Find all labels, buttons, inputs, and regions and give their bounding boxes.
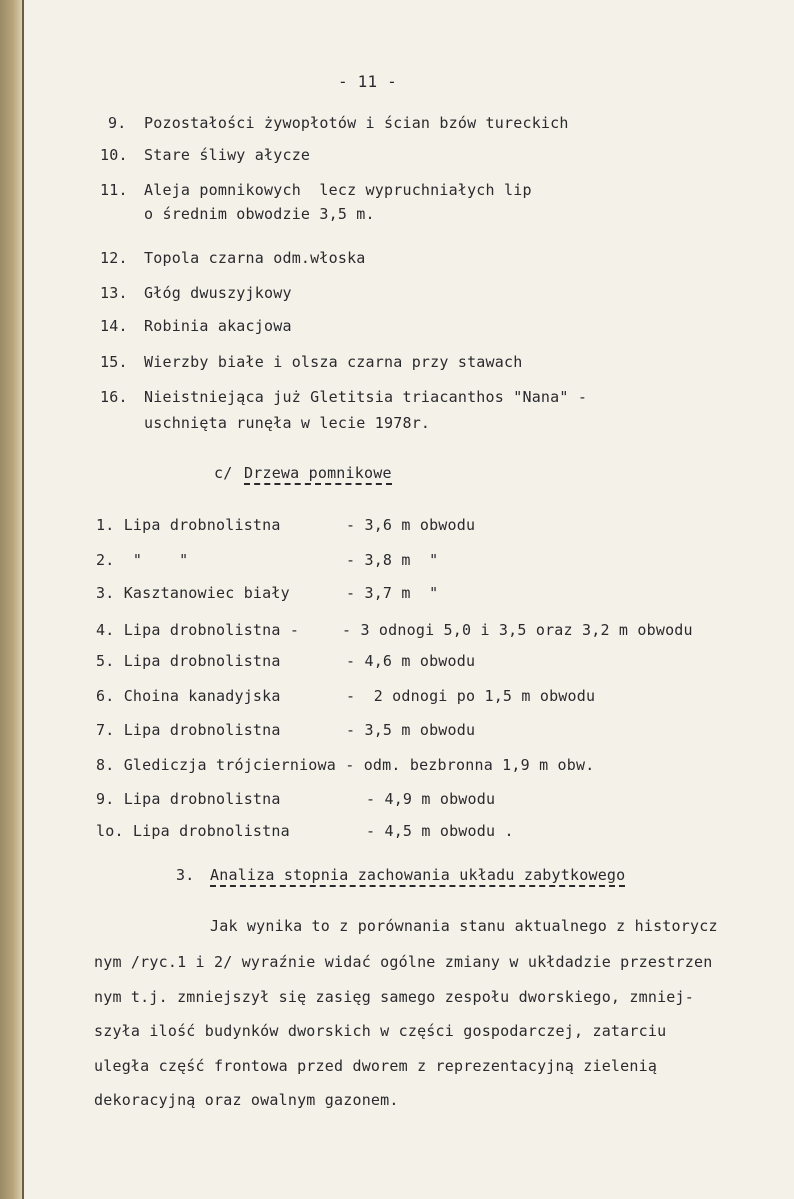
list-num: 12. [100,249,128,267]
tree-measure: - 3 odnogi 5,0 i 3,5 oraz 3,2 m obwodu [342,621,693,639]
tree-measure: - 2 odnogi po 1,5 m obwodu [346,687,596,705]
list-num: 13. [100,284,128,302]
paragraph-line: nym /ryc.1 i 2/ wyraźnie widać ogólne zmiany w ukłdadzie przestrzen [94,953,713,971]
tree-name: lo. Lipa drobnolistna [96,822,290,840]
section-prefix: c/ [214,464,233,482]
tree-name: 2. " " [96,551,189,569]
tree-measure: - 4,9 m obwodu [366,790,496,808]
paragraph-line: dekoracyjną oraz owalnym gazonem. [94,1091,399,1109]
section-title: Drzewa pomnikowe [244,464,392,485]
list-item: Robinia akacjowa [144,317,292,335]
section-title: Analiza stopnia zachowania układu zabytkowego [210,866,625,887]
tree-name: 8. Glediczja trójcierniowa - odm. bezbronna 1,9 m obw. [96,756,595,774]
list-num: 15. [100,353,128,371]
paragraph-line: szyła ilość budynków dworskich w części gospodarczej, zatarciu [94,1022,667,1040]
tree-measure: - 3,5 m obwodu [346,721,476,739]
list-item-cont: uschnięta runęła w lecie 1978r. [144,414,431,432]
tree-measure: - 3,8 m " [346,551,439,569]
list-item: Wierzby białe i olsza czarna przy stawach [144,353,523,371]
tree-measure: - 4,6 m obwodu [346,652,476,670]
typewritten-page [24,0,794,1199]
list-item: Topola czarna odm.włoska [144,249,366,267]
book-binding [0,0,22,1199]
tree-name: 4. Lipa drobnolistna - [96,621,300,639]
paragraph-line: Jak wynika to z porównania stanu aktualnego z historycz [210,917,718,935]
list-num: 10. [100,146,128,164]
list-num: 16. [100,388,128,406]
list-item: Nieistniejąca już Gletitsia triacanthos "Nana" - [144,388,588,406]
list-item-cont: o średnim obwodzie 3,5 m. [144,205,375,223]
paragraph-line: nym t.j. zmniejszył się zasięg samego zespołu dworskiego, zmniej- [94,988,694,1006]
tree-name: 3. Kasztanowiec biały [96,584,290,602]
list-item: Stare śliwy ałycze [144,146,311,164]
page-number: - 11 - [338,72,397,91]
section-prefix: 3. [176,866,195,884]
tree-measure: - 3,6 m obwodu [346,516,476,534]
paragraph-line: uległa część frontowa przed dworem z reprezentacyjną zielenią [94,1057,658,1075]
tree-name: 9. Lipa drobnolistna [96,790,281,808]
tree-name: 7. Lipa drobnolistna [96,721,281,739]
tree-measure: - 4,5 m obwodu . [366,822,514,840]
tree-name: 6. Choina kanadyjska [96,687,281,705]
list-num: 9. [108,114,127,132]
tree-name: 5. Lipa drobnolistna [96,652,281,670]
tree-measure: - 3,7 m " [346,584,439,602]
list-num: 14. [100,317,128,335]
tree-name: 1. Lipa drobnolistna [96,516,281,534]
list-num: 11. [100,181,128,199]
list-item: Głóg dwuszyjkowy [144,284,292,302]
list-item: Pozostałości żywopłotów i ścian bzów tureckich [144,114,569,132]
list-item: Aleja pomnikowych lecz wypruchniałych lip [144,181,532,199]
